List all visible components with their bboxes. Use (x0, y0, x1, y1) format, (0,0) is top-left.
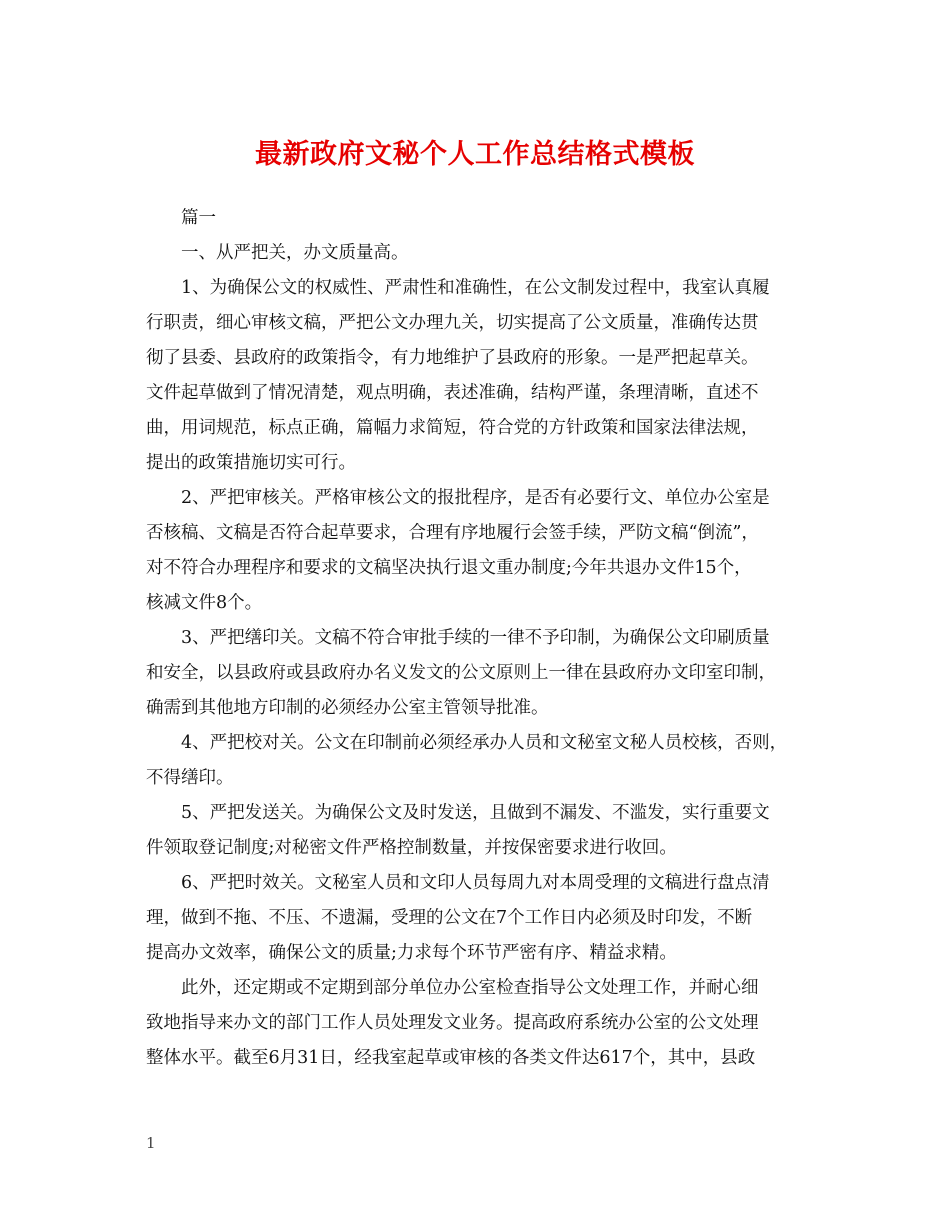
paragraph-line: 致地指导来办文的部门工作人员处理发文业务。提高政府系统办公室的公文处理 (146, 1013, 759, 1033)
paragraph-line: 和安全，以县政府或县政府办名义发文的公文原则上一律在县政府办文印室印制， (146, 663, 776, 683)
paragraph-line: 6、严把时效关。文秘室人员和文印人员每周九对本周受理的文稿进行盘点清 (181, 873, 770, 893)
paragraph-line: 提出的政策措施切实可行。 (146, 453, 356, 473)
paragraph-line: 文件起草做到了情况清楚，观点明确，表述准确，结构严谨，条理清晰，直述不 (146, 383, 759, 403)
paragraph-line: 4、严把校对关。公文在印制前必须经承办人员和文秘室文秘人员校核，否则， (181, 733, 788, 753)
paragraph-line: 件领取登记制度;对秘密文件严格控制数量，并按保密要求进行收回。 (146, 838, 677, 858)
paragraph-line: 确需到其他地方印制的必须经办公室主管领导批准。 (146, 698, 549, 718)
paragraph-line: 曲，用词规范，标点正确，篇幅力求简短，符合党的方针政策和国家法律法规， (146, 418, 759, 438)
page-number: 1 (146, 1134, 156, 1152)
section-heading: 一、从严把关，办文质量高。 (181, 243, 409, 263)
paragraph-line: 3、严把缮印关。文稿不符合审批手续的一律不予印制，为确保公文印刷质量 (181, 628, 770, 648)
paragraph-line: 2、严把审核关。严格审核公文的报批程序，是否有必要行文、单位办公室是 (181, 488, 770, 508)
paragraph-line: 整体水平。截至6月31日，经我室起草或审核的各类文件达617个，其中，县政 (146, 1048, 756, 1068)
page-title: 最新政府文秘个人工作总结格式模板 (255, 139, 695, 170)
paragraph-line: 对不符合办理程序和要求的文稿坚决执行退文重办制度;今年共退办文件15个， (146, 558, 752, 578)
paragraph-line: 5、严把发送关。为确保公文及时发送，且做到不漏发、不滥发，实行重要文 (181, 803, 770, 823)
paragraph-line: 1、为确保公文的权威性、严肃性和准确性，在公文制发过程中，我室认真履 (181, 278, 770, 298)
paragraph-line: 行职责，细心审核文稿，严把公文办理九关，切实提高了公文质量，准确传达贯 (146, 313, 759, 333)
paragraph-line: 否核稿、文稿是否符合起草要求，合理有序地履行会签手续，严防文稿“倒流”， (146, 523, 759, 543)
paragraph-line: 不得缮印。 (146, 768, 234, 788)
paragraph-line: 理，做到不拖、不压、不遗漏，受理的公文在7个工作日内必须及时印发，不断 (146, 908, 753, 928)
section-label: 篇一 (181, 208, 216, 228)
paragraph-line: 此外，还定期或不定期到部分单位办公室检查指导公文处理工作，并耐心细 (181, 978, 759, 998)
paragraph-line: 彻了县委、县政府的政策指令，有力地维护了县政府的形象。一是严把起草关。 (146, 348, 759, 368)
paragraph-line: 核减文件8个。 (146, 593, 263, 613)
paragraph-line: 提高办文效率，确保公文的质量;力求每个环节严密有序、精益求精。 (146, 943, 677, 963)
